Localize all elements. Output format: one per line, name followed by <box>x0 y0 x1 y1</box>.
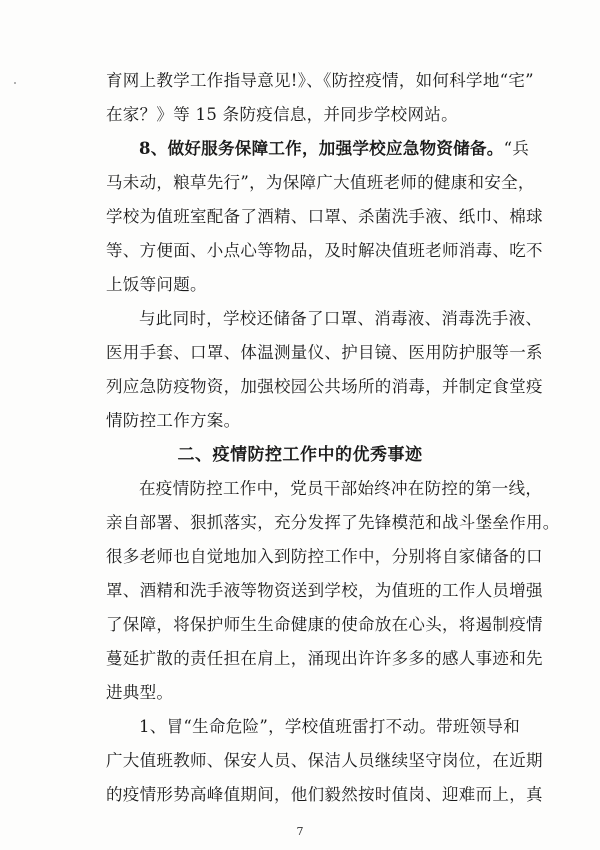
section-8-line <box>139 139 529 159</box>
body-text-line: 等、方便面、小点心等物品，及时解决值班老师消毒、吃不 <box>106 241 543 260</box>
body-text-line: 进典型。 <box>106 683 174 702</box>
body-text-line: 育网上教学工作指导意见!》、《防控疫情，如何科学地“宅” <box>106 71 534 90</box>
body-text-line: 情防控工作方案。 <box>106 411 241 430</box>
section-heading: 二、疫情防控工作中的优秀事迹 <box>177 445 423 465</box>
body-text-line: 在家？》等 15 条防疫信息，并同步学校网站。 <box>106 105 458 124</box>
body-text-line: 与此同时，学校还储备了口罩、消毒液、消毒洗手液、 <box>139 309 543 328</box>
body-text-line: 罩、酒精和洗手液等物资送到学校，为值班的工作人员增强 <box>106 581 543 600</box>
body-text-line: 的疫情形势高峰值期间，他们毅然按时值岗、迎难而上，真 <box>106 785 543 804</box>
body-text-line: 医用手套、口罩、体温测量仪、护目镜、医用防护服等一系 <box>106 343 543 362</box>
body-text-line: 了保障，将保护师生生命健康的使命放在心头，将遏制疫情 <box>106 615 543 634</box>
body-text-line: 1、冒“生命危险”，学校值班雷打不动。带班领导和 <box>139 717 521 736</box>
body-text-line: 列应急防疫物资，加强校园公共场所的消毒，并制定食堂疫 <box>106 377 543 396</box>
section-8-title: 8、做好服务保障工作，加强学校应急物资储备。 <box>139 139 504 158</box>
body-text-line: 蔓延扩散的责任担在肩上，涌现出许许多多的感人事迹和先 <box>106 649 543 668</box>
body-text-line: 上饭等问题。 <box>106 275 207 294</box>
body-text-line: 马未动，粮草先行”，为保障广大值班老师的健康和安全， <box>106 173 535 192</box>
body-text-line: 在疫情防控工作中，党员干部始终冲在防控的第一线， <box>139 479 543 498</box>
body-text-line: 学校为值班室配备了酒精、口罩、杀菌洗手液、纸巾、棉球 <box>106 207 543 226</box>
body-text-line: 亲自部署、狠抓落实，充分发挥了先锋模范和战斗堡垒作用。 <box>106 513 560 532</box>
page-number: 7 <box>296 825 304 838</box>
body-text-span: “兵 <box>503 139 530 158</box>
body-text-line: 广大值班教师、保安人员、保洁人员继续坚守岗位，在近期 <box>106 751 543 770</box>
body-text-line: 很多老师也自觉地加入到防控工作中，分别将自家储备的口 <box>106 547 543 566</box>
scan-speck <box>14 82 16 84</box>
